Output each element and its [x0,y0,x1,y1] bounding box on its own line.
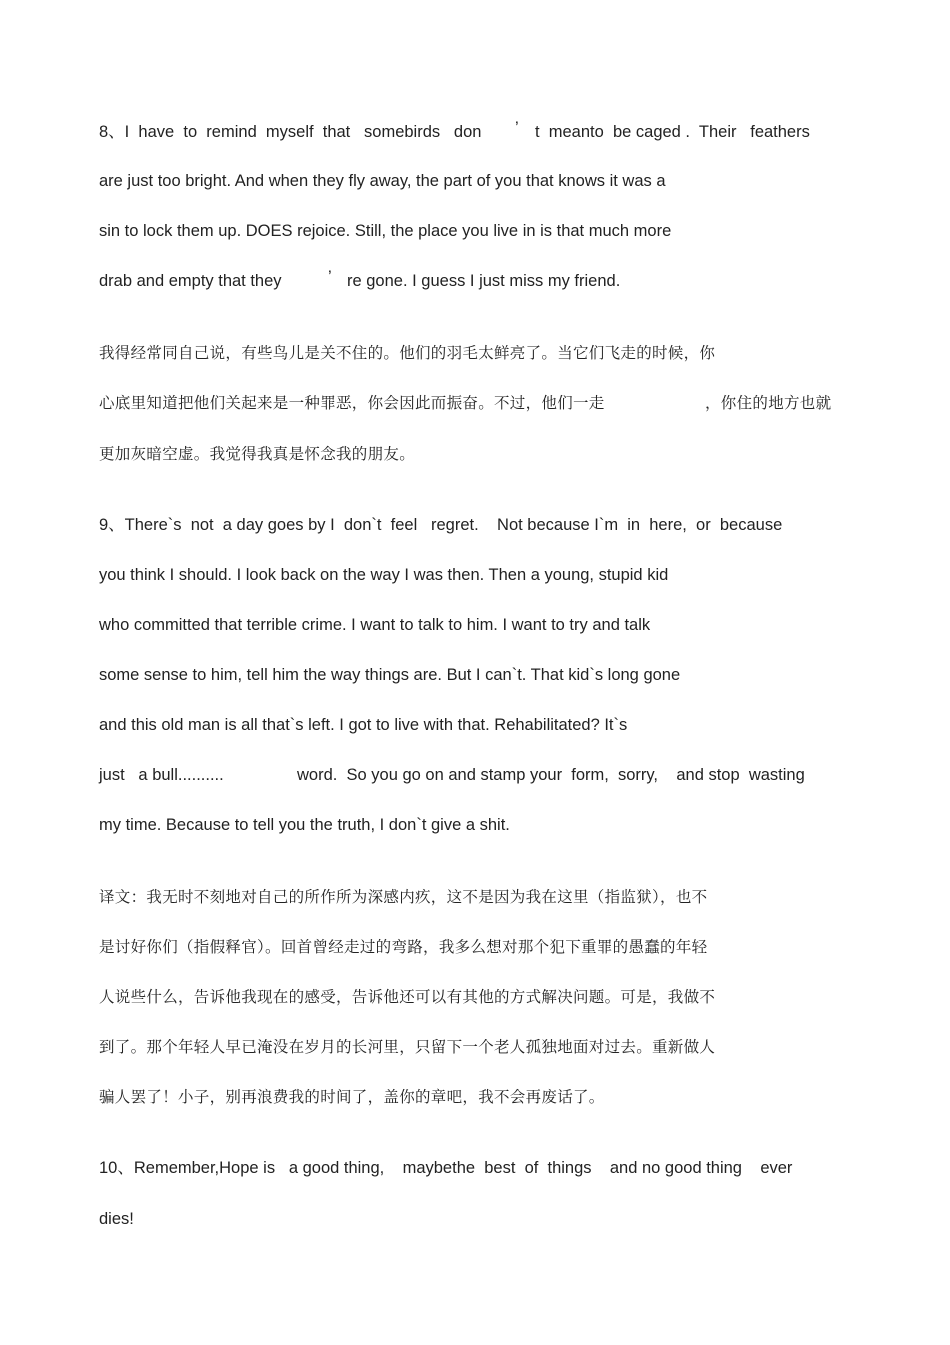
quote-10-line-2: dies! [99,1210,134,1228]
quote-9-line-5: and this old man is all that`s left. I got to live with that. Rehabilitated? It`s [99,716,628,734]
quote-9-line-3: who committed that terrible crime. I want to talk to him. I want to try and talk [99,616,651,634]
quote-9-zh-line-5: 骗人罢了！小子，别再浪费我的时间了，盖你的章吧，我不会再废话了。 [99,1088,605,1106]
quote-9-line-7: my time. Because to tell you the truth, I don`t give a shit. [99,816,510,834]
quote-8-zh-line-2b: ，你住的地方也就 [705,394,832,412]
quote-8-line-4a: drab and empty that they [99,272,282,290]
quote-8-line-2: are just too bright. And when they fly away, the part of you that knows it was a [99,172,666,190]
quote-9-line-4: some sense to him, tell him the way things are. But I can`t. That kid`s long gone [99,666,681,684]
quote-8-zh-line-1: 我得经常同自己说，有些鸟儿是关不住的。他们的羽毛太鲜亮了。当它们飞走的时候，你 [99,344,716,362]
quote-8-line-1a: 8、I have to remind myself that somebirds don [99,123,482,141]
quote-8-zh-line-3: 更加灰暗空虚。我觉得我真是怀念我的朋友。 [99,445,416,463]
quote-8-line-4b: re gone. I guess I just miss my friend. [347,272,621,290]
quote-8-line-1b: t meanto be caged . Their feathers [535,123,810,141]
quote-8-apostrophe-2: ’ [328,268,332,286]
quote-9-zh-line-3: 人说些什么，告诉他我现在的感受，告诉他还可以有其他的方式解决问题。可是，我做不 [99,988,716,1006]
quote-9-zh-line-2: 是讨好你们（指假释官）。回首曾经走过的弯路，我多么想对那个犯下重罪的愚蠢的年轻 [99,938,708,956]
quote-9-line-6a: just a bull.......... [99,766,224,784]
quote-9-line-2: you think I should. I look back on the way I was then. Then a young, stupid kid [99,566,669,584]
quote-9-zh-line-4: 到了。那个年轻人早已淹没在岁月的长河里，只留下一个老人孤独地面对过去。重新做人 [99,1038,716,1056]
quote-8-zh-line-2a: 心底里知道把他们关起来是一种罪恶，你会因此而振奋。不过，他们一走 [99,394,605,412]
quote-10-line-1: 10、Remember,Hope is a good thing, maybethe best of things and no good thing ever [99,1159,793,1177]
quote-9-line-1: 9、There`s not a day goes by I don`t feel regret. Not because I`m in here, or because [99,516,783,534]
quote-8-apostrophe-1: ’ [515,119,519,137]
quote-8-line-3: sin to lock them up. DOES rejoice. Still, the place you live in is that much more [99,222,672,240]
quote-9-line-6b: word. So you go on and stamp your form, sorry, and stop wasting [297,766,805,784]
quote-9-zh-line-1: 译文：我无时不刻地对自己的所作所为深感内疚，这不是因为我在这里（指监狱），也不 [99,888,708,906]
